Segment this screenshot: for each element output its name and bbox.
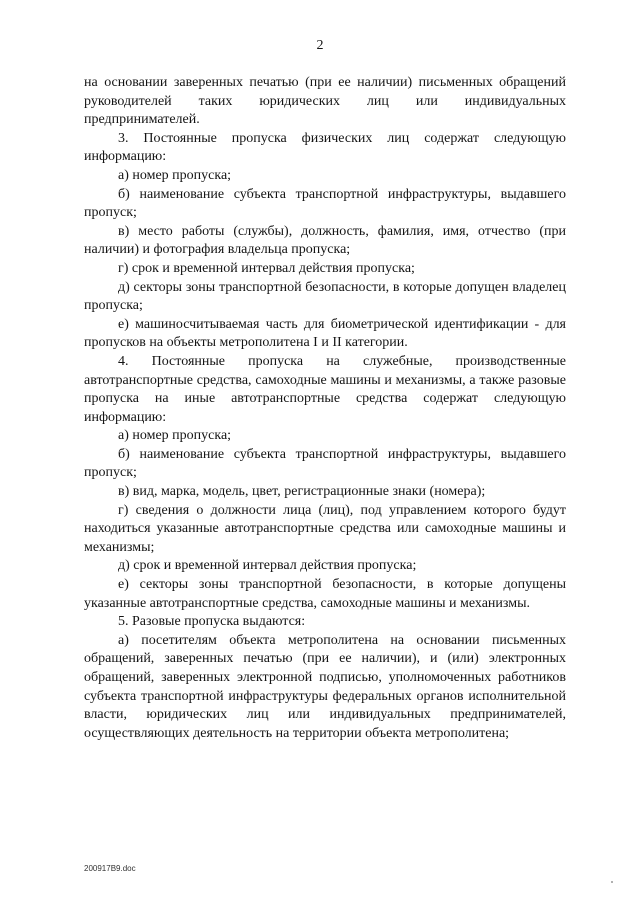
list-item-3e: е) машиносчитываемая часть для биометрической идентификации - для пропусков на объекты метрополитена I и II категории. [84,316,566,351]
list-item-4b: б) наименование субъекта транспортной инфраструктуры, выдавшего пропуск; [84,446,566,481]
paragraph-section-5: 5. Разовые пропуска выдаются: [118,614,306,630]
file-name-footer: 200917B9.doc [84,864,136,873]
list-item-3a: а) номер пропуска; [118,167,232,183]
list-item-3v: в) место работы (службы), должность, фамилия, имя, отчество (при наличии) и фотография владельца пропуска; [84,223,566,258]
list-item-5a: а) посетителям объекта метрополитена на основании письменных обращений, заверенных печатью (при ее наличии), и (или) электронных обращений, заверенных электронной подписью, уполномоченных работников субъекта транспортной инфраструктуры федеральных органов исполнительной власти, юридических лиц или индивидуальных предпринимателей, осуществляющих деятельность на территории объекта метрополитена; [84,632,566,741]
list-item-3d: д) секторы зоны транспортной безопасности, в которые допущен владелец пропуска; [84,279,566,314]
paragraph-section-4: 4. Постоянные пропуска на служебные, производственные автотранспортные средства, самоходные машины и механизмы, а также разовые пропуска на иные автотранспортные средства содержат следующую информацию: [84,353,566,425]
list-item-4a: а) номер пропуска; [118,428,232,444]
paragraph-continuation: на основании заверенных печатью (при ее наличии) письменных обращений руководителей таких юридических лиц или индивидуальных предпринимателей. [84,75,566,128]
list-item-4g: г) сведения о должности лица (лиц), под управлением которого будут находиться указанные автотранспортные средства или самоходные машины и механизмы; [84,502,566,555]
page-number: 2 [316,38,324,53]
list-item-3g: г) срок и временной интервал действия пропуска; [118,260,415,276]
list-item-4e: е) секторы зоны транспортной безопасности, в которые допущены указанные автотранспортные средства, самоходные машины и механизмы. [84,577,566,611]
scan-artifact-dot [611,881,613,883]
list-item-4v: в) вид, марка, модель, цвет, регистрационные знаки (номера); [118,484,486,500]
document-body [84,74,566,743]
list-item-3b: б) наименование субъекта транспортной инфраструктуры, выдавшего пропуск; [84,186,566,221]
list-item-4d: д) срок и временной интервал действия пропуска; [118,558,417,574]
paragraph-section-3: 3. Постоянные пропуска физических лиц содержат следующую информацию: [84,130,566,165]
